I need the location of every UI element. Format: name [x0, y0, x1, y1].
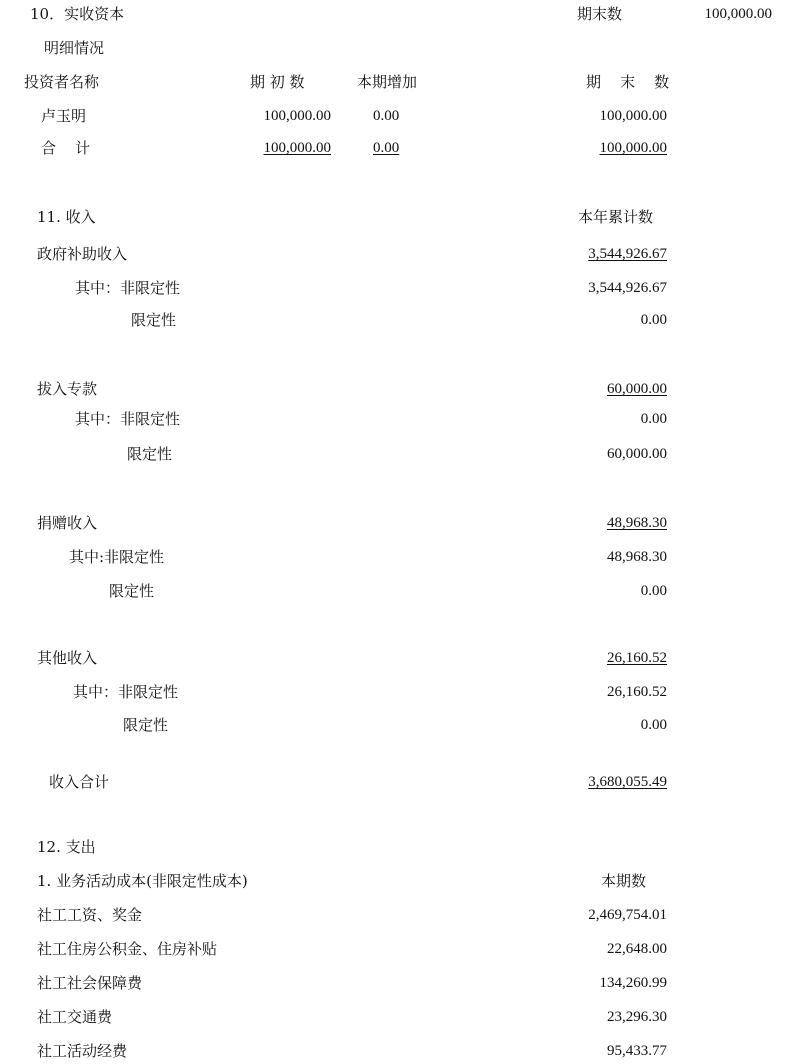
income-group-total: 3,544,926.67	[588, 246, 667, 262]
total-increase: 0.00	[373, 140, 400, 156]
income-group-total: 48,968.30	[607, 515, 667, 531]
unrestricted-value: 26,160.52	[607, 684, 667, 700]
expense-label: 社工活动经费	[37, 1042, 128, 1060]
restricted-value: 0.00	[640, 717, 667, 733]
investor-name: 卢玉明	[41, 107, 87, 125]
unrestricted-label: 其中：非限定性	[75, 410, 181, 428]
restricted-label: 限定性	[127, 445, 173, 463]
income-group-total: 26,160.52	[607, 650, 667, 666]
income-group-title: 其他收入	[37, 649, 98, 667]
section-12-subheading: 1. 业务活动成本(非限定性成本)	[37, 872, 248, 890]
current-period-label: 本期数	[601, 872, 647, 890]
expense-value: 23,296.30	[607, 1009, 667, 1025]
expense-value: 95,433.77	[607, 1043, 667, 1059]
unrestricted-value: 3,544,926.67	[588, 280, 667, 296]
total-begin: 100,000.00	[263, 140, 331, 156]
unrestricted-value: 48,968.30	[607, 549, 667, 565]
income-total-value: 3,680,055.49	[588, 774, 667, 790]
expense-label: 社工住房公积金、住房补贴	[37, 940, 218, 958]
unrestricted-label: 其中:非限定性	[69, 548, 165, 566]
section-10-heading: 10．实收资本	[30, 5, 125, 23]
expense-value: 2,469,754.01	[588, 907, 667, 923]
investor-end: 100,000.00	[599, 108, 667, 124]
expense-label: 社工交通费	[37, 1008, 113, 1026]
unrestricted-value: 0.00	[640, 411, 667, 427]
income-group-title: 拔入专款	[37, 380, 98, 398]
expense-value: 134,260.99	[599, 975, 667, 991]
restricted-label: 限定性	[109, 582, 155, 600]
total-label: 合 计	[41, 139, 91, 157]
expense-value: 22,648.00	[607, 941, 667, 957]
ytd-label: 本年累计数	[578, 208, 654, 226]
header-increase: 本期增加	[357, 73, 418, 91]
unrestricted-label: 其中：非限定性	[75, 279, 181, 297]
restricted-value: 0.00	[640, 312, 667, 328]
unrestricted-label: 其中：非限定性	[73, 683, 179, 701]
section-12-heading: 12. 支出	[37, 838, 96, 856]
total-end: 100,000.00	[599, 140, 667, 156]
header-begin: 期 初 数	[250, 73, 305, 91]
restricted-value: 0.00	[640, 583, 667, 599]
header-investor: 投资者名称	[24, 73, 100, 91]
period-end-value: 100,000.00	[704, 6, 772, 22]
income-group-total: 60,000.00	[607, 381, 667, 397]
section-11-heading: 11. 收入	[37, 208, 96, 226]
header-end: 期 末 数	[586, 73, 670, 91]
investor-begin: 100,000.00	[263, 108, 331, 124]
restricted-value: 60,000.00	[607, 446, 667, 462]
income-total-label: 收入合计	[49, 773, 110, 791]
detail-label: 明细情况	[44, 39, 105, 57]
period-end-label: 期末数	[577, 5, 623, 23]
expense-label: 社工工资、奖金	[37, 906, 143, 924]
investor-increase: 0.00	[373, 108, 400, 124]
expense-label: 社工社会保障费	[37, 974, 143, 992]
restricted-label: 限定性	[131, 311, 177, 329]
income-group-title: 捐赠收入	[37, 514, 98, 532]
restricted-label: 限定性	[123, 716, 169, 734]
income-group-title: 政府补助收入	[37, 245, 128, 263]
